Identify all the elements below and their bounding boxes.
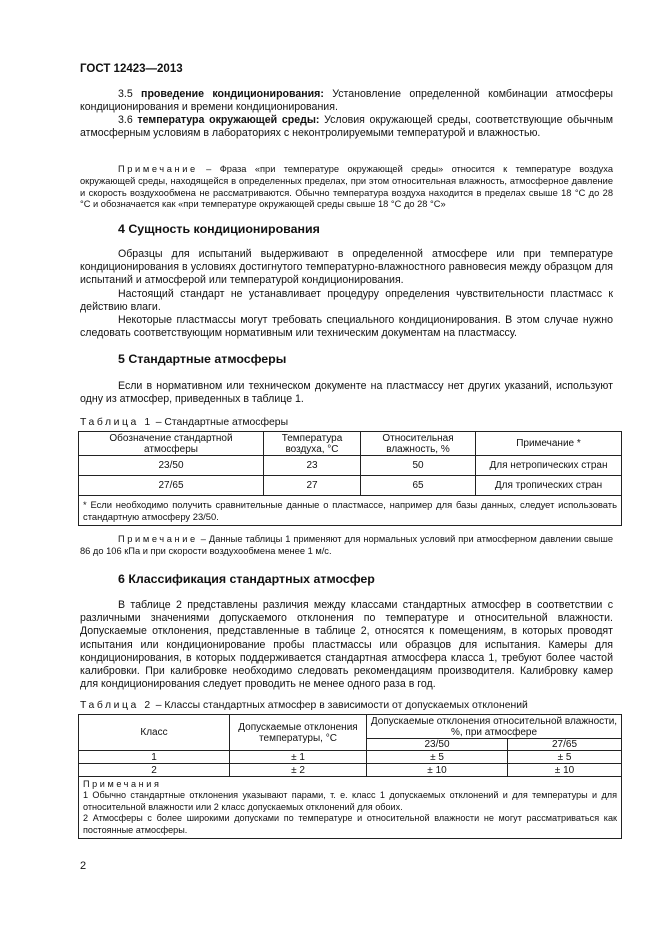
table-row bbox=[79, 764, 622, 777]
table-header-row bbox=[79, 715, 622, 739]
table-cell: 1 bbox=[79, 751, 230, 764]
table-footnote: * Если необходимо получить сравнительные данные о пластмассе, например для базы данных, следует использовать стандартную атмосферу 23/50. bbox=[79, 496, 622, 526]
table-cell: 23 bbox=[264, 456, 361, 476]
note-table-1 bbox=[80, 534, 613, 558]
table-note-1: 1 Обычно стандартные отклонения указывают парами, т. е. класс 1 допускаемых отклонений и для температуры и для относительной влажности или 2 класс допускаемых отклонений для обоих. bbox=[83, 790, 617, 812]
table-standard-atmospheres bbox=[78, 431, 622, 526]
caption-label: Таблица 2 bbox=[80, 700, 153, 711]
column-header: Допускаемые отклонения относительной влажности, %, при атмосфере bbox=[367, 715, 622, 739]
term: проведение кондиционирования: bbox=[141, 88, 324, 100]
clause-3-5 bbox=[80, 88, 613, 114]
table-row bbox=[79, 476, 622, 496]
column-subheader: 27/65 bbox=[508, 739, 622, 751]
table-cell: ± 2 bbox=[230, 764, 367, 777]
table-row bbox=[79, 456, 622, 476]
note-text: – Данные таблицы 1 применяют для нормальных условий при атмосферном давлении свыше 86 до 106 кПа и при скорости воздухообмена менее 1 м/с. bbox=[80, 534, 613, 556]
table-cell: Для нетропических стран bbox=[476, 456, 622, 476]
table-cell: ± 5 bbox=[367, 751, 508, 764]
term: температура окружающей среды: bbox=[137, 114, 320, 126]
note-label: Примечание bbox=[118, 534, 198, 544]
table-cell: 2 bbox=[79, 764, 230, 777]
table-1-caption bbox=[80, 417, 288, 428]
notes-label: Примечания bbox=[83, 779, 162, 789]
section-4-title: 4 Сущность кондиционирования bbox=[118, 222, 320, 236]
table-notes bbox=[79, 777, 622, 839]
table-cell: ± 10 bbox=[367, 764, 508, 777]
table-cell: ± 10 bbox=[508, 764, 622, 777]
note-label: Примечание bbox=[118, 164, 198, 174]
section-5-paragraph-1: Если в нормативном или техническом документе на пластмассу нет других указаний, используют одну из атмосфер, приведенных в таблице 1. bbox=[80, 380, 613, 406]
column-header: Обозначение стандартной атмосферы bbox=[79, 432, 264, 456]
table-cell: 27 bbox=[264, 476, 361, 496]
table-header-row bbox=[79, 432, 622, 456]
column-header: Примечание * bbox=[476, 432, 622, 456]
definition: Установление определенной комбинации атмосферы кондиционирования и времени кондиционирования. bbox=[80, 88, 613, 114]
table-atmosphere-classes bbox=[78, 714, 622, 839]
clause-number: 3.6 bbox=[118, 114, 138, 126]
table-cell: 65 bbox=[361, 476, 476, 496]
table-note-2: 2 Атмосферы с более широкими допусками по температуре и относительной влажности не могут рассматриваться как постоянные атмосферы. bbox=[83, 813, 617, 835]
note-text: – Фраза «при температуре окружающей среды» относится к температуре воздуха окружающей среды, находящейся в определенных пределах, при этом относительная влажность, атмосферное давление и скорость воздухообмена не рассматриваются. Обычно температура воздуха находится в пределах свыше 18 °С до 28 °С и обозначается как «при температуре окружающей среды свыше 18 °С до 28 °С» bbox=[80, 164, 613, 210]
table-cell: ± 5 bbox=[508, 751, 622, 764]
note-ambient-temperature bbox=[80, 164, 613, 211]
caption-label: Таблица 1 bbox=[80, 417, 153, 428]
table-footnote-row bbox=[79, 496, 622, 526]
clause-number: 3.5 bbox=[118, 88, 142, 100]
table-2-caption bbox=[80, 700, 528, 711]
table-notes-row bbox=[79, 777, 622, 839]
table-cell: ± 1 bbox=[230, 751, 367, 764]
column-header: Относительная влажность, % bbox=[361, 432, 476, 456]
table-cell: 23/50 bbox=[79, 456, 264, 476]
table-cell: 50 bbox=[361, 456, 476, 476]
section-4-paragraph-3: Некоторые пластмассы могут требовать специального кондиционирования. В этом случае нужно следовать соответствующим нормативным или техническим документам на пластмассу. bbox=[80, 314, 613, 340]
caption-text: – Стандартные атмосферы bbox=[152, 417, 289, 428]
section-6-title: 6 Классификация стандартных атмосфер bbox=[118, 572, 375, 586]
section-5-title: 5 Стандартные атмосферы bbox=[118, 352, 287, 366]
section-4-paragraph-1: Образцы для испытаний выдерживают в определенной атмосфере или при температуре кондиционирования в условиях достигнутого температурно-влажностного равновесия между образцом для испытаний и атмосферой или температурой кондиционирования. bbox=[80, 248, 613, 287]
document-header: ГОСТ 12423—2013 bbox=[80, 63, 183, 75]
table-row bbox=[79, 751, 622, 764]
table-cell: 27/65 bbox=[79, 476, 264, 496]
caption-text: – Классы стандартных атмосфер в зависимости от допускаемых отклонений bbox=[152, 700, 528, 711]
section-4-paragraph-2: Настоящий стандарт не устанавливает процедуру определения чувствительности пластмасс к действию влаги. bbox=[80, 288, 613, 314]
column-header: Температура воздуха, °С bbox=[264, 432, 361, 456]
column-header: Класс bbox=[79, 715, 230, 751]
page-number: 2 bbox=[80, 860, 87, 872]
column-header: Допускаемые отклонения температуры, °С bbox=[230, 715, 367, 751]
column-subheader: 23/50 bbox=[367, 739, 508, 751]
section-6-paragraph-1: В таблице 2 представлены различия между классами стандартных атмосфер в соответствии с различными значениями допускаемого отклонения по температуре и относительной влажности. Допускаемые отклонения, представленные в таблице 2, относятся к помещениям, в которых проводят испытания или кондиционирование пробы пластмассы или образцов для испытания. Камеры для кондиционирования, в которых поддерживается стандартная атмосфера класса 1, требуют более частой калибровки. При калибровке необходимо следовать рекомендациям производителя. Калибровку камер для кондиционирования следует проводить не менее одного раза в год. bbox=[80, 599, 613, 691]
table-cell: Для тропических стран bbox=[476, 476, 622, 496]
definition: Условия окружающей среды, соответствующие обычным атмосферным условиям в лабораториях с неконтролируемыми температурой и влажностью. bbox=[80, 114, 613, 140]
clause-3-6 bbox=[80, 114, 613, 140]
